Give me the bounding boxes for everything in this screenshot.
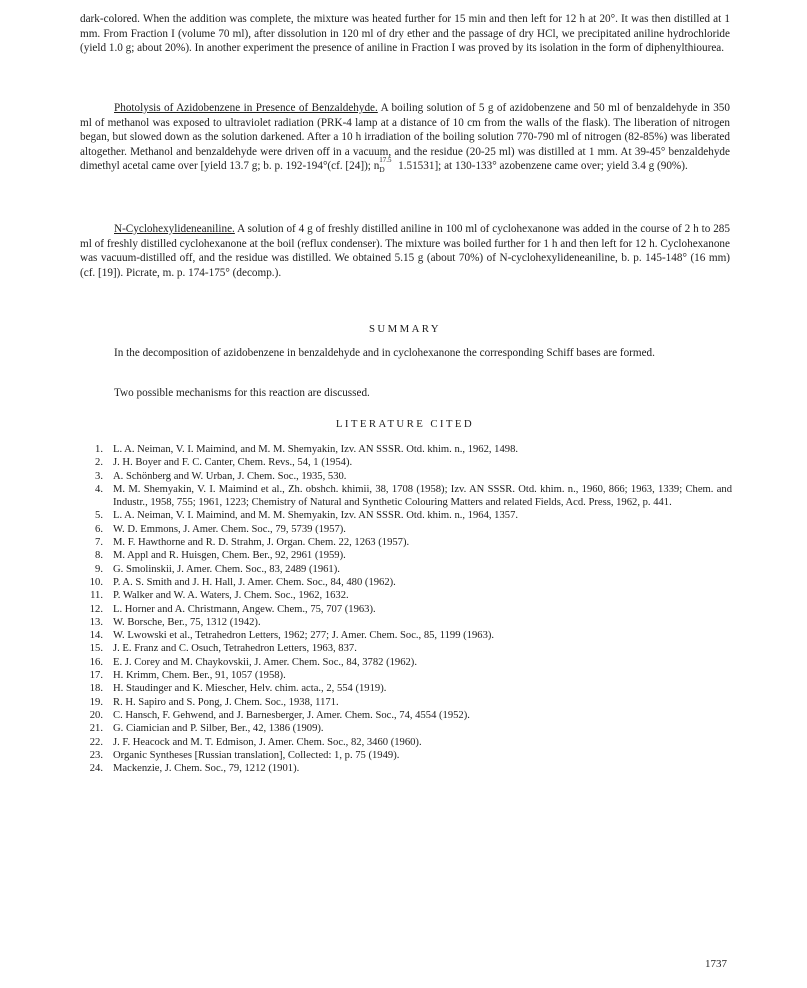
- section-title-cyclohexylideneaniline: N-Cyclohexylideneaniline.: [114, 223, 235, 235]
- reference-number: 23.: [89, 749, 103, 761]
- reference-item: [80, 509, 732, 522]
- reference-text: H. Krimm, Chem. Ber., 91, 1057 (1958).: [113, 670, 286, 682]
- reference-item: [80, 669, 732, 682]
- reference-text: J. F. Heacock and M. T. Edmison, J. Amer. Chem. Soc., 82, 3460 (1960).: [113, 736, 422, 748]
- reference-number: 19.: [89, 696, 103, 708]
- reference-text: M. M. Shemyakin, V. I. Maimind et al., Zh. obshch. khimii, 38, 1708 (1958); Izv. AN SSSR. Otd. khim. n., 1960, 866; 1963, 1339; Chem. and Industr., 1958, 755; 1961, 1223; Chemistry of Natural and Synthetic Colouring Matters and related Fields, Acd. Press, 1962, p. 441.: [113, 483, 732, 509]
- reference-number: 24.: [89, 763, 103, 775]
- experimental-paragraph-1: [80, 12, 730, 56]
- reference-item: [80, 736, 732, 749]
- reference-text: W. Lwowski et al., Tetrahedron Letters, 1962; 277; J. Amer. Chem. Soc., 85, 1199 (1963).: [113, 630, 495, 642]
- reference-number: 1.: [95, 444, 103, 455]
- reference-item: [80, 589, 732, 602]
- reference-text: J. H. Boyer and F. C. Canter, Chem. Revs., 54, 1 (1954).: [113, 457, 353, 469]
- reference-text: J. E. Franz and C. Osuch, Tetrahedron Letters, 1963, 837.: [113, 643, 357, 655]
- reference-text: P. A. S. Smith and J. H. Hall, J. Amer. Chem. Soc., 84, 480 (1962).: [113, 576, 396, 588]
- refractive-index-temperature: 17.5: [379, 156, 392, 165]
- reference-number: 14.: [89, 630, 103, 642]
- reference-text: Mackenzie, J. Chem. Soc., 79, 1212 (1901).: [113, 763, 300, 775]
- reference-number: 11.: [90, 590, 103, 602]
- reference-text: G. Ciamician and P. Silber, Ber., 42, 1386 (1909).: [113, 723, 324, 735]
- experimental-paragraph-photolysis: [80, 101, 730, 174]
- reference-number: 18.: [89, 683, 103, 695]
- reference-item: [80, 483, 732, 510]
- reference-item: [80, 603, 732, 616]
- reference-item: [80, 642, 732, 655]
- reference-item: [80, 536, 732, 549]
- reference-number: 22.: [89, 736, 103, 748]
- reference-number: 4.: [95, 483, 103, 495]
- reference-text: Organic Syntheses [Russian translation], Collected: 1, p. 75 (1949).: [113, 749, 400, 761]
- paragraph-text: A solution of 4 g of freshly distilled aniline in 100 ml of cyclohexanone was added in the course of 2 h to 285 ml of freshly distilled cyclohexanone at the boil (reflux condenser). The mixture was boiled further for 1 h and then left for 12 h. Cyclohexanone was vacuum-distilled off, and the residue was distilled. We obtained 5.15 g (about 70%) of N-cyclohexylideneaniline, b. p. 145-148° (16 mm) (cf. [19]). Picrate, m. p. 174-175° (decomp.).: [80, 223, 730, 279]
- reference-text: A. Schönberg and W. Urban, J. Chem. Soc., 1935, 530.: [113, 470, 347, 482]
- reference-text: E. J. Corey and M. Chaykovskii, J. Amer. Chem. Soc., 84, 3782 (1962).: [113, 656, 417, 668]
- reference-number: 15.: [89, 643, 103, 655]
- reference-text: M. Appl and R. Huisgen, Chem. Ber., 92, 2961 (1959).: [113, 550, 346, 562]
- summary-paragraph-2: [80, 386, 730, 401]
- reference-text: L. A. Neiman, V. I. Maimind, and M. M. Shemyakin, Izv. AN SSSR. Otd. khim. n., 1962, 1498.: [113, 444, 519, 455]
- reference-number: 3.: [95, 470, 103, 482]
- reference-item: [80, 722, 732, 735]
- reference-item: [80, 749, 732, 762]
- paragraph-text: dark-colored. When the addition was complete, the mixture was heated further for 15 min and then left for 12 h at 20°. It was then distilled at 1 mm. From Fraction I (volume 70 ml), after dissolution in 120 ml of dry ether and the passage of dry HCl, we precipitated aniline hydrochloride (yield 1.0 g; about 20%). In another experiment the presence of aniline in Fraction I was proved by its isolation in the form of diphenylthiourea.: [80, 13, 730, 55]
- reference-number: 7.: [95, 537, 103, 549]
- reference-number: 13.: [89, 616, 103, 628]
- reference-item: [80, 656, 732, 669]
- literature-heading: LITERATURE CITED: [335, 418, 475, 430]
- reference-number: 21.: [89, 723, 103, 735]
- reference-list: [80, 443, 732, 775]
- reference-text: H. Staudinger and K. Miescher, Helv. chim. acta., 2, 554 (1919).: [113, 683, 387, 695]
- refractive-index-line: D: [379, 165, 385, 175]
- reference-number: 16.: [89, 656, 103, 668]
- reference-text: W. Borsche, Ber., 75, 1312 (1942).: [113, 616, 261, 628]
- section-title-photolysis: Photolysis of Azidobenzene in Presence of Benzaldehyde.: [114, 102, 378, 114]
- reference-item: [80, 709, 732, 722]
- reference-item: [80, 682, 732, 695]
- reference-item: [80, 696, 732, 709]
- reference-text: W. D. Emmons, J. Amer. Chem. Soc., 79, 5739 (1957).: [113, 523, 346, 535]
- reference-number: 5.: [95, 510, 103, 522]
- page-number: 1737: [705, 958, 727, 970]
- paragraph-text-end: 1.51531]; at 130-133° azobenzene came over; yield 3.4 g (90%).: [395, 160, 688, 173]
- paragraph-text: A boiling solution of 5 g of azidobenzene and 50 ml of benzaldehyde in 350 ml of methanol was exposed to ultraviolet radiation (PRK-4 lamp at a distance of 10 cm from the walls of the flask). The liberation of nitrogen began, but slowed down as the solution darkened. After a 10 h irradiation of the boiling solution 770-790 ml of nitrogen (82-85%) was liberated altogether. Methanol and benzaldehyde were driven off in a vacuum, and the residue (20-25 ml) was distilled at 1 mm. At 39-45° benzaldehyde dimethyl acetal came over [yield 13.7 g; b. p. 192-194°(cf. [24]); n: [80, 102, 730, 173]
- paragraph-text: Two possible mechanisms for this reaction are discussed.: [114, 387, 370, 399]
- reference-number: 10.: [89, 576, 103, 588]
- reference-number: 8.: [95, 550, 103, 562]
- reference-text: R. H. Sapiro and S. Pong, J. Chem. Soc., 1938, 1171.: [113, 696, 339, 708]
- reference-number: 6.: [95, 523, 103, 535]
- reference-text: M. F. Hawthorne and R. D. Strahm, J. Organ. Chem. 22, 1263 (1957).: [113, 537, 410, 549]
- reference-number: 12.: [89, 603, 103, 615]
- reference-number: 9.: [95, 563, 103, 575]
- reference-text: P. Walker and W. A. Waters, J. Chem. Soc., 1962, 1632.: [113, 590, 349, 602]
- reference-text: L. Horner and A. Christmann, Angew. Chem., 75, 707 (1963).: [113, 603, 376, 615]
- paragraph-text: In the decomposition of azidobenzene in benzaldehyde and in cyclohexanone the corresponding Schiff bases are formed.: [114, 347, 655, 359]
- reference-number: 20.: [89, 709, 103, 721]
- reference-text: G. Smolinskii, J. Amer. Chem. Soc., 83, 2489 (1961).: [113, 563, 340, 575]
- reference-number: 17.: [89, 670, 103, 682]
- experimental-paragraph-cyclohexylideneaniline: [80, 222, 730, 280]
- reference-item: [80, 549, 732, 562]
- reference-item: [80, 470, 732, 483]
- reference-item: [80, 629, 732, 642]
- reference-text: C. Hansch, F. Gehwend, and J. Barnesberger, J. Amer. Chem. Soc., 74, 4554 (1952).: [113, 709, 470, 721]
- summary-paragraph-1: [80, 346, 730, 361]
- reference-item: [80, 563, 732, 576]
- reference-text: L. A. Neiman, V. I. Maimind, and M. M. Shemyakin, Izv. AN SSSR. Otd. khim. n., 1964, 1357.: [113, 510, 519, 522]
- reference-item: [80, 443, 732, 456]
- reference-item: [80, 523, 732, 536]
- summary-heading: SUMMARY: [368, 323, 441, 335]
- reference-item: [80, 762, 732, 775]
- reference-item: [80, 576, 732, 589]
- reference-number: 2.: [95, 457, 103, 469]
- reference-item: [80, 456, 732, 469]
- reference-item: [80, 616, 732, 629]
